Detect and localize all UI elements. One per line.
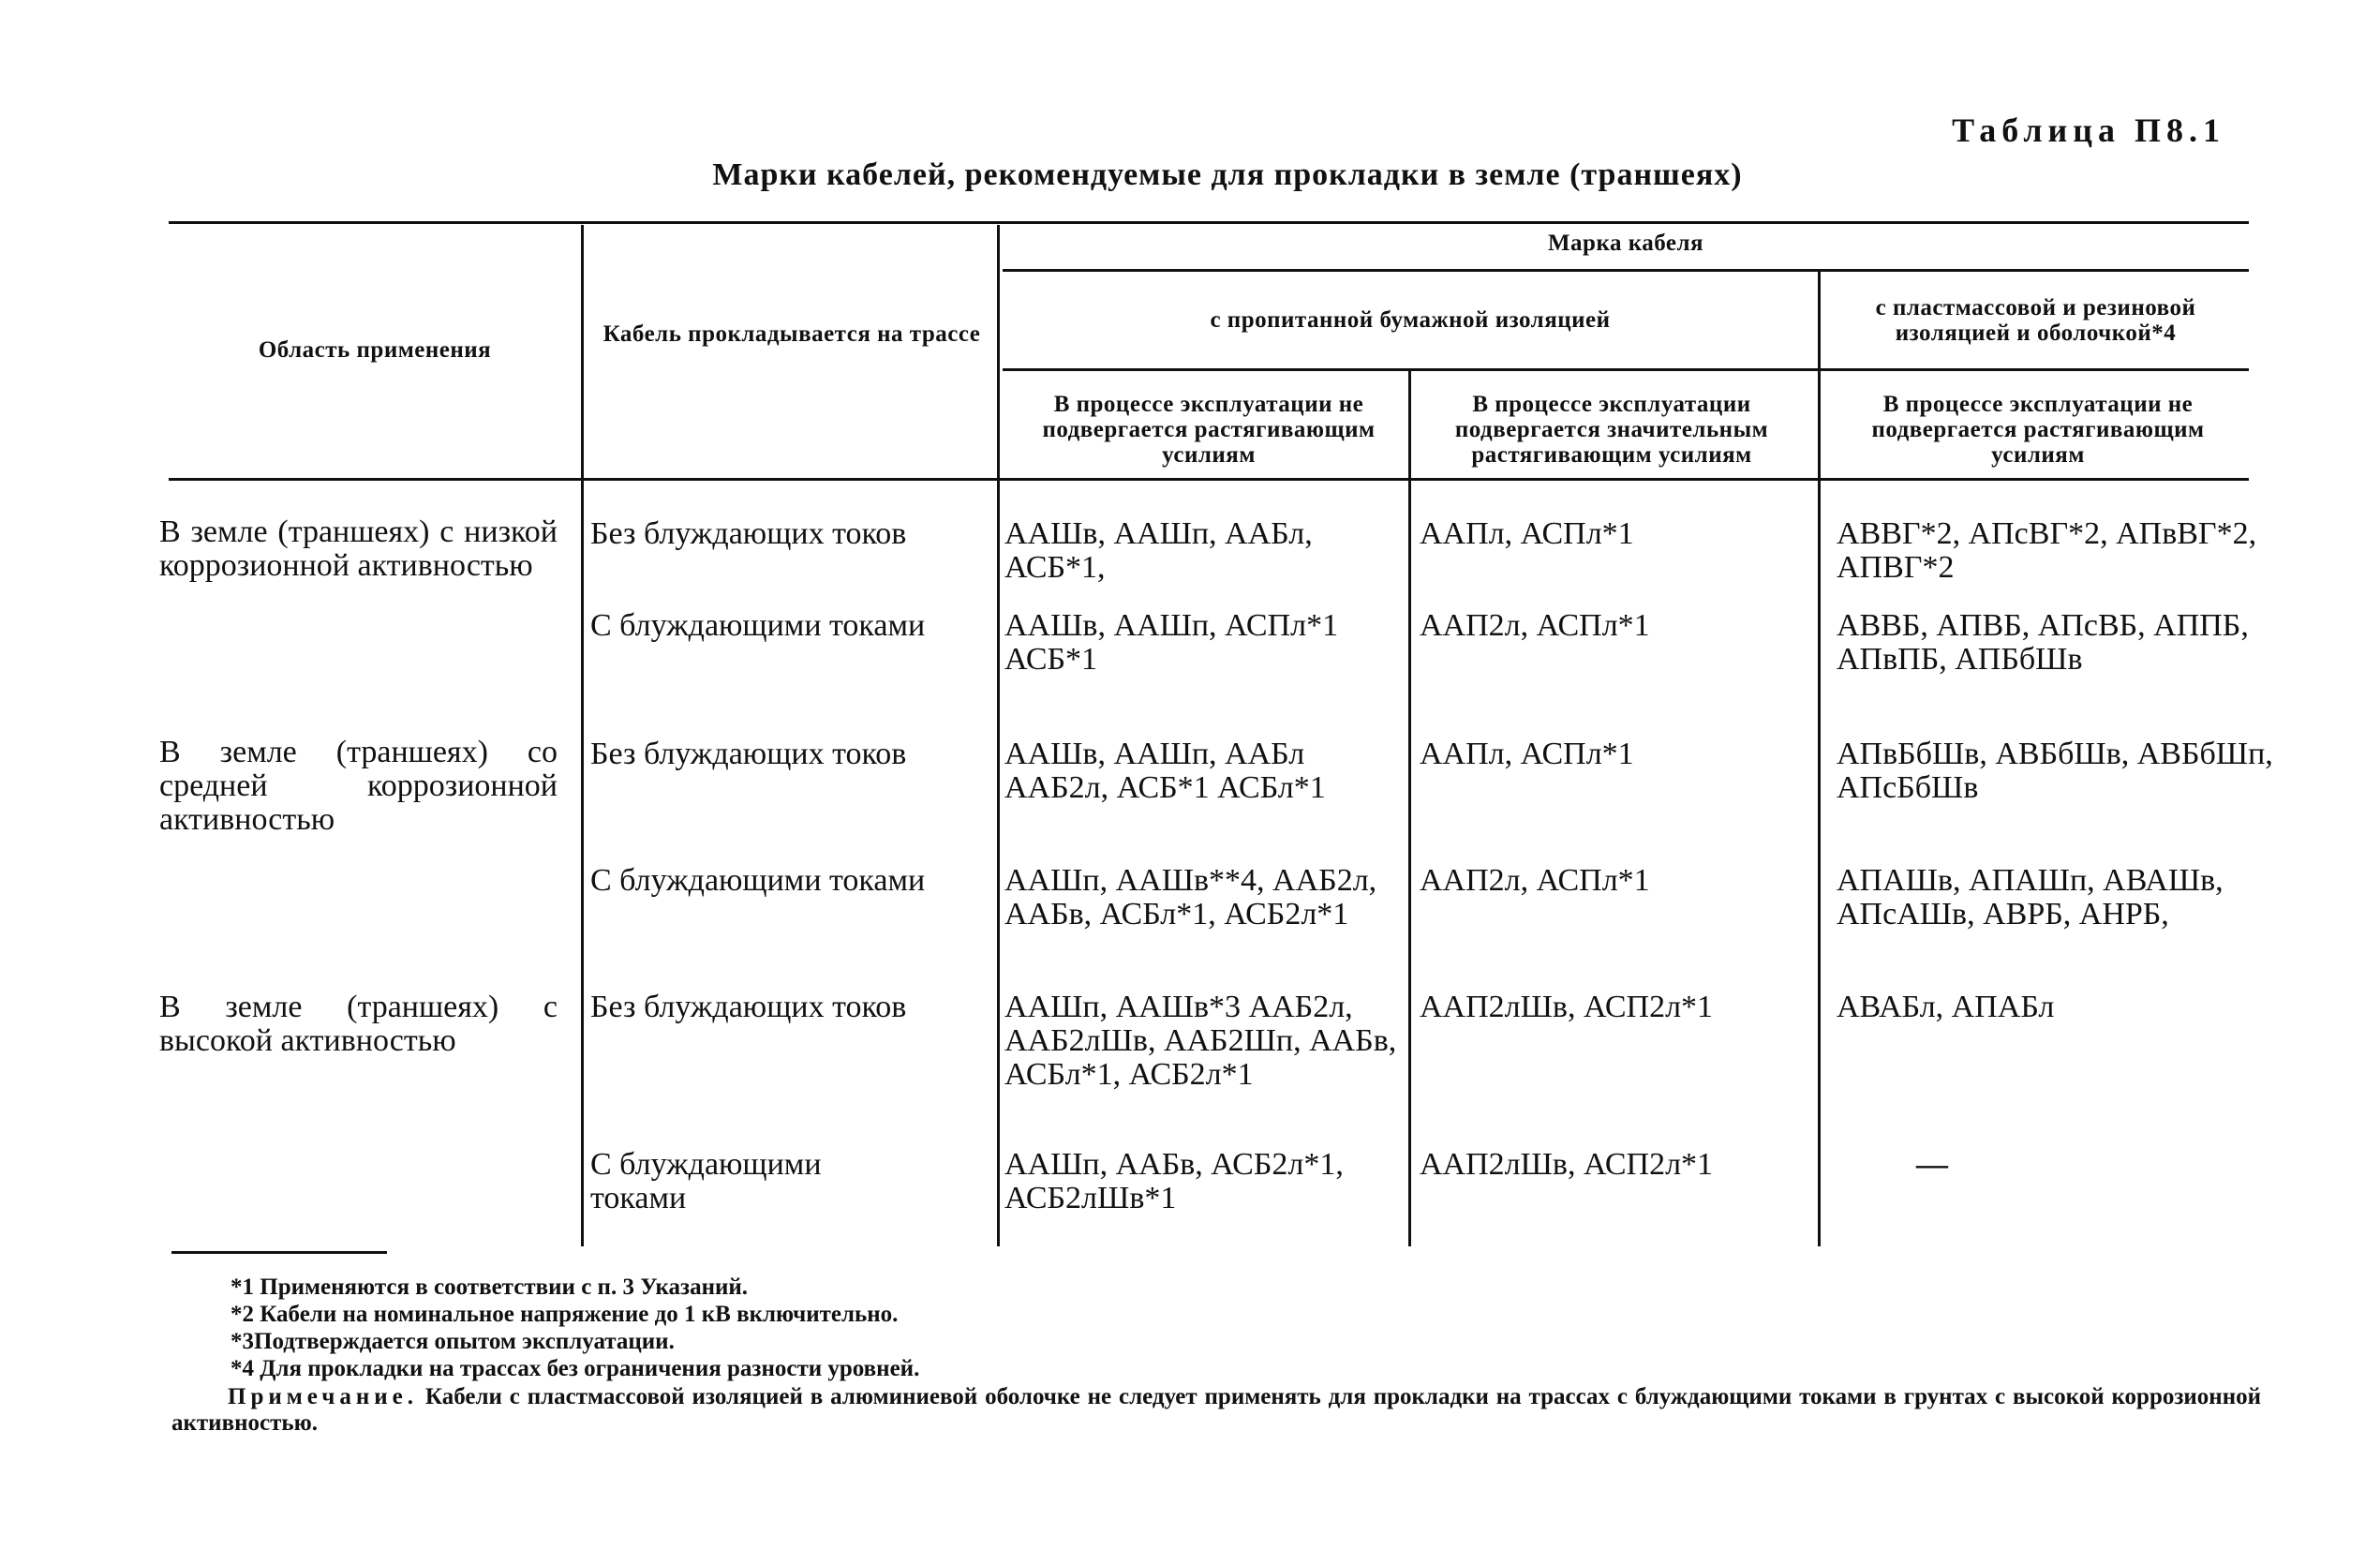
footnote-2: *2 Кабели на номинальное напряжение до 1 кВ включительно. <box>231 1302 899 1327</box>
cell-g1r2-c1: ААШв, ААШп, АСПл*1 АСБ*1 <box>1004 608 1339 677</box>
col-divider-route-brand <box>997 225 1000 1246</box>
header-col2: В процессе эксплуатации подвергается значительным растягивающим усилиям <box>1454 392 1769 468</box>
route-no-stray-3: Без блуждающих токов <box>590 990 907 1024</box>
route-no-stray-2: Без блуждающих токов <box>590 737 907 771</box>
cell-g1r1-c2: ААПл, АСПл*1 <box>1420 516 1634 551</box>
header-col3: В процессе эксплуатации не подвергается растягивающим усилиям <box>1871 392 2205 468</box>
cell-g2r2-c1: ААШп, ААШв**4, ААБ2л, ААБв, АСБл*1, АСБ2л*1 <box>1004 863 1377 931</box>
area-medium-corrosion: В земле (траншеях) со средней коррозионной активностью <box>159 735 558 837</box>
table-title: Марки кабелей, рекомендуемые для прокладки в земле (траншеях) <box>712 157 1743 192</box>
note-text: Кабели с пластмассовой изоляцией в алюминиевой оболочке не следует применять для прокладки на трассах с блуждающими токами в грунтах с высокой коррозионной активностью. <box>171 1384 2262 1436</box>
header-paper-insulation: с пропитанной бумажной изоляцией <box>1210 307 1611 333</box>
cell-g2r2-c3: АПАШв, АПАШп, АВАШв, АПсАШв, АВРБ, АНРБ, <box>1837 863 2224 931</box>
footnote-1: *1 Применяются в соответствии с п. 3 Указаний. <box>231 1274 749 1300</box>
header-area: Область применения <box>258 337 492 363</box>
footnote-rule <box>171 1251 387 1254</box>
area-low-corrosion: В земле (траншеях) с низкой коррозионной активностью <box>159 514 558 583</box>
cell-g2r1-c2: ААПл, АСПл*1 <box>1420 737 1634 771</box>
route-no-stray-1: Без блуждающих токов <box>590 516 907 551</box>
cell-g2r1-c1: ААШв, ААШп, ААБл ААБ2л, АСБ*1 АСБл*1 <box>1004 737 1326 805</box>
route-stray-1: С блуждающими токами <box>590 608 926 643</box>
cell-g1r1-c1: ААШв, ААШп, ААБл, АСБ*1, <box>1004 516 1313 585</box>
cell-g2r1-c3: АПвБбШв, АВБбШв, АВБбШп, АПсБбШв <box>1837 737 2273 805</box>
cell-g1r2-c3: АВВБ, АПВБ, АПсВБ, АППБ, АПвПБ, АПБбШв <box>1837 608 2249 677</box>
route-stray-3: С блуждающими токами <box>590 1147 822 1215</box>
col-divider-c1-c2 <box>1408 368 1411 1246</box>
header-brand: Марка кабеля <box>1547 231 1704 256</box>
header-route: Кабель прокладывается на трассе <box>602 321 981 347</box>
cell-g1r1-c3: АВВГ*2, АПсВГ*2, АПвВГ*2, АПВГ*2 <box>1837 516 2257 585</box>
header-bottom-rule <box>169 478 2249 481</box>
col-divider-area-route <box>581 225 584 1246</box>
cell-g3r2-c3: — <box>1916 1147 1948 1182</box>
cell-g3r2-c2: ААП2лШв, АСП2л*1 <box>1420 1147 1714 1182</box>
brand-header-rule <box>1003 269 2249 272</box>
cell-g3r2-c1: ААШп, ААБв, АСБ2л*1, АСБ2лШв*1 <box>1004 1147 1344 1215</box>
header-plastic-insulation: с пластмассовой и резиновой изоляцией и оболочкой*4 <box>1875 295 2196 346</box>
cell-g3r1-c3: АВАБл, АПАБл <box>1837 990 2055 1024</box>
cell-g1r2-c2: ААП2л, АСПл*1 <box>1420 608 1650 643</box>
footnote-3: *3Подтверждается опытом эксплуатации. <box>231 1329 675 1354</box>
subheader-rule <box>1003 368 2249 371</box>
table-label: Таблица П8.1 <box>1952 112 2225 149</box>
note <box>171 1384 2261 1437</box>
header-col1: В процессе эксплуатации не подвергается растягивающим усилиям <box>1042 392 1376 468</box>
cell-g2r2-c2: ААП2л, АСПл*1 <box>1420 863 1650 898</box>
footnote-4: *4 Для прокладки на трассах без ограничения разности уровней. <box>231 1356 920 1381</box>
table-top-rule <box>169 221 2249 224</box>
route-stray-2: С блуждающими токами <box>590 863 926 898</box>
note-label: Примечание. <box>228 1384 419 1409</box>
col-divider-paper-plastic <box>1818 272 1821 1246</box>
area-high-activity: В земле (траншеях) с высокой активностью <box>159 990 558 1058</box>
cell-g3r1-c2: ААП2лШв, АСП2л*1 <box>1420 990 1714 1024</box>
cell-g3r1-c1: ААШп, ААШв*3 ААБ2л, ААБ2лШв, ААБ2Шп, ААБв, АСБл*1, АСБ2л*1 <box>1004 990 1397 1092</box>
